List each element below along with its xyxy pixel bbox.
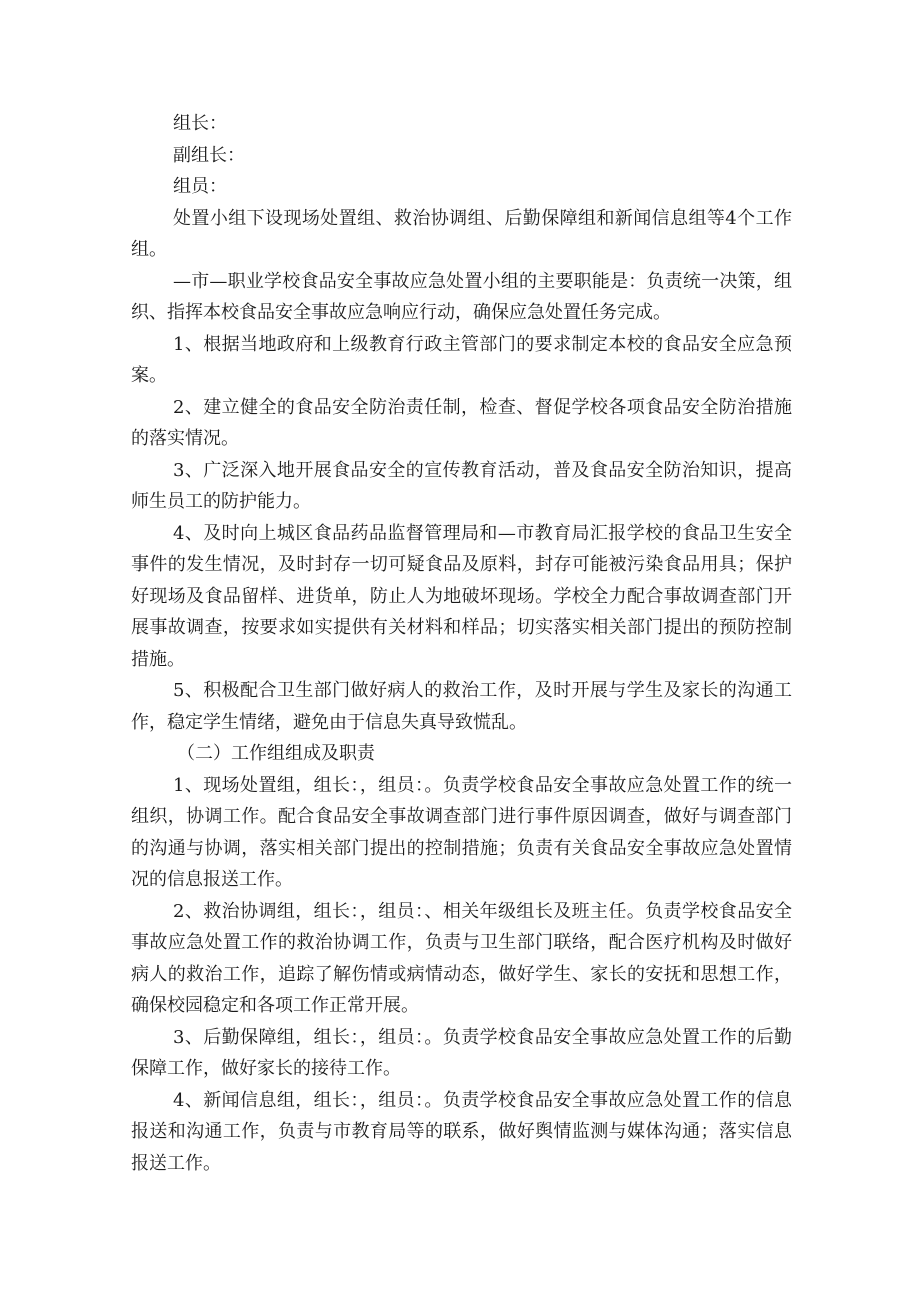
- section-heading-working-groups: （二）工作组组成及职责: [177, 743, 375, 764]
- team-leader-line: 组长：: [173, 113, 227, 134]
- duty-item-1: 1、根据当地政府和上级教育行政主管部门的要求制定本校的食品安全应急预案。: [131, 333, 792, 386]
- duty-item-4: 4、及时向上城区食品药品监督管理局和—市教育局汇报学校的食品卫生安全事件的发生情况，及时封存一切可疑食品及原料，封存可能被污染食品用具；保护好现场及食品留样、进货单，防止人为地破坏现场。学校全力配合事故调查部门开展事故调查，按要求如实提供有关材料和样品；切实落实相关部门提出的预防控制措施。: [131, 522, 792, 670]
- group-item-4: 4、新闻信息组，组长：，组员：。负责学校食品安全事故应急处置工作的信息报送和沟通工作，负责与市教育局等的联系，做好舆情监测与媒体沟通；落实信息报送工作。: [131, 1089, 792, 1174]
- paragraph-working-groups: 处置小组下设现场处置组、救治协调组、后勤保障组和新闻信息组等4个工作组。: [131, 207, 792, 260]
- duty-item-2: 2、建立健全的食品安全防治责任制，检查、督促学校各项食品安全防治措施的落实情况。: [131, 396, 792, 449]
- deputy-leader-line: 副组长：: [173, 144, 245, 166]
- group-item-3: 3、后勤保障组，组长：，组员：。负责学校食品安全事故应急处置工作的后勤保障工作，做好家长的接待工作。: [131, 1026, 792, 1079]
- team-members-line: 组员：: [173, 176, 227, 197]
- document-body: [131, 108, 792, 1179]
- group-item-2: 2、救治协调组，组长：，组员：、相关年级组长及班主任。负责学校食品安全事故应急处置工作的救治协调工作，负责与卫生部门联络，配合医疗机构及时做好病人的救治工作，追踪了解伤情或病情动态，做好学生、家长的安抚和思想工作，确保校园稳定和各项工作正常开展。: [131, 900, 792, 1016]
- paragraph-main-duties: —市—职业学校食品安全事故应急处置小组的主要职能是：负责统一决策，组织、指挥本校食品安全事故应急响应行动，确保应急处置任务完成。: [131, 270, 792, 323]
- duty-item-5: 5、积极配合卫生部门做好病人的救治工作，及时开展与学生及家长的沟通工作，稳定学生情绪，避免由于信息失真导致慌乱。: [131, 680, 792, 733]
- duty-item-3: 3、广泛深入地开展食品安全的宣传教育活动，普及食品安全防治知识，提高师生员工的防护能力。: [131, 459, 792, 512]
- group-item-1: 1、现场处置组，组长：，组员：。负责学校食品安全事故应急处置工作的统一组织，协调工作。配合食品安全事故调查部门进行事件原因调查，做好与调查部门的沟通与协调，落实相关部门提出的控制措施；负责有关食品安全事故应急处置情况的信息报送工作。: [131, 774, 792, 890]
